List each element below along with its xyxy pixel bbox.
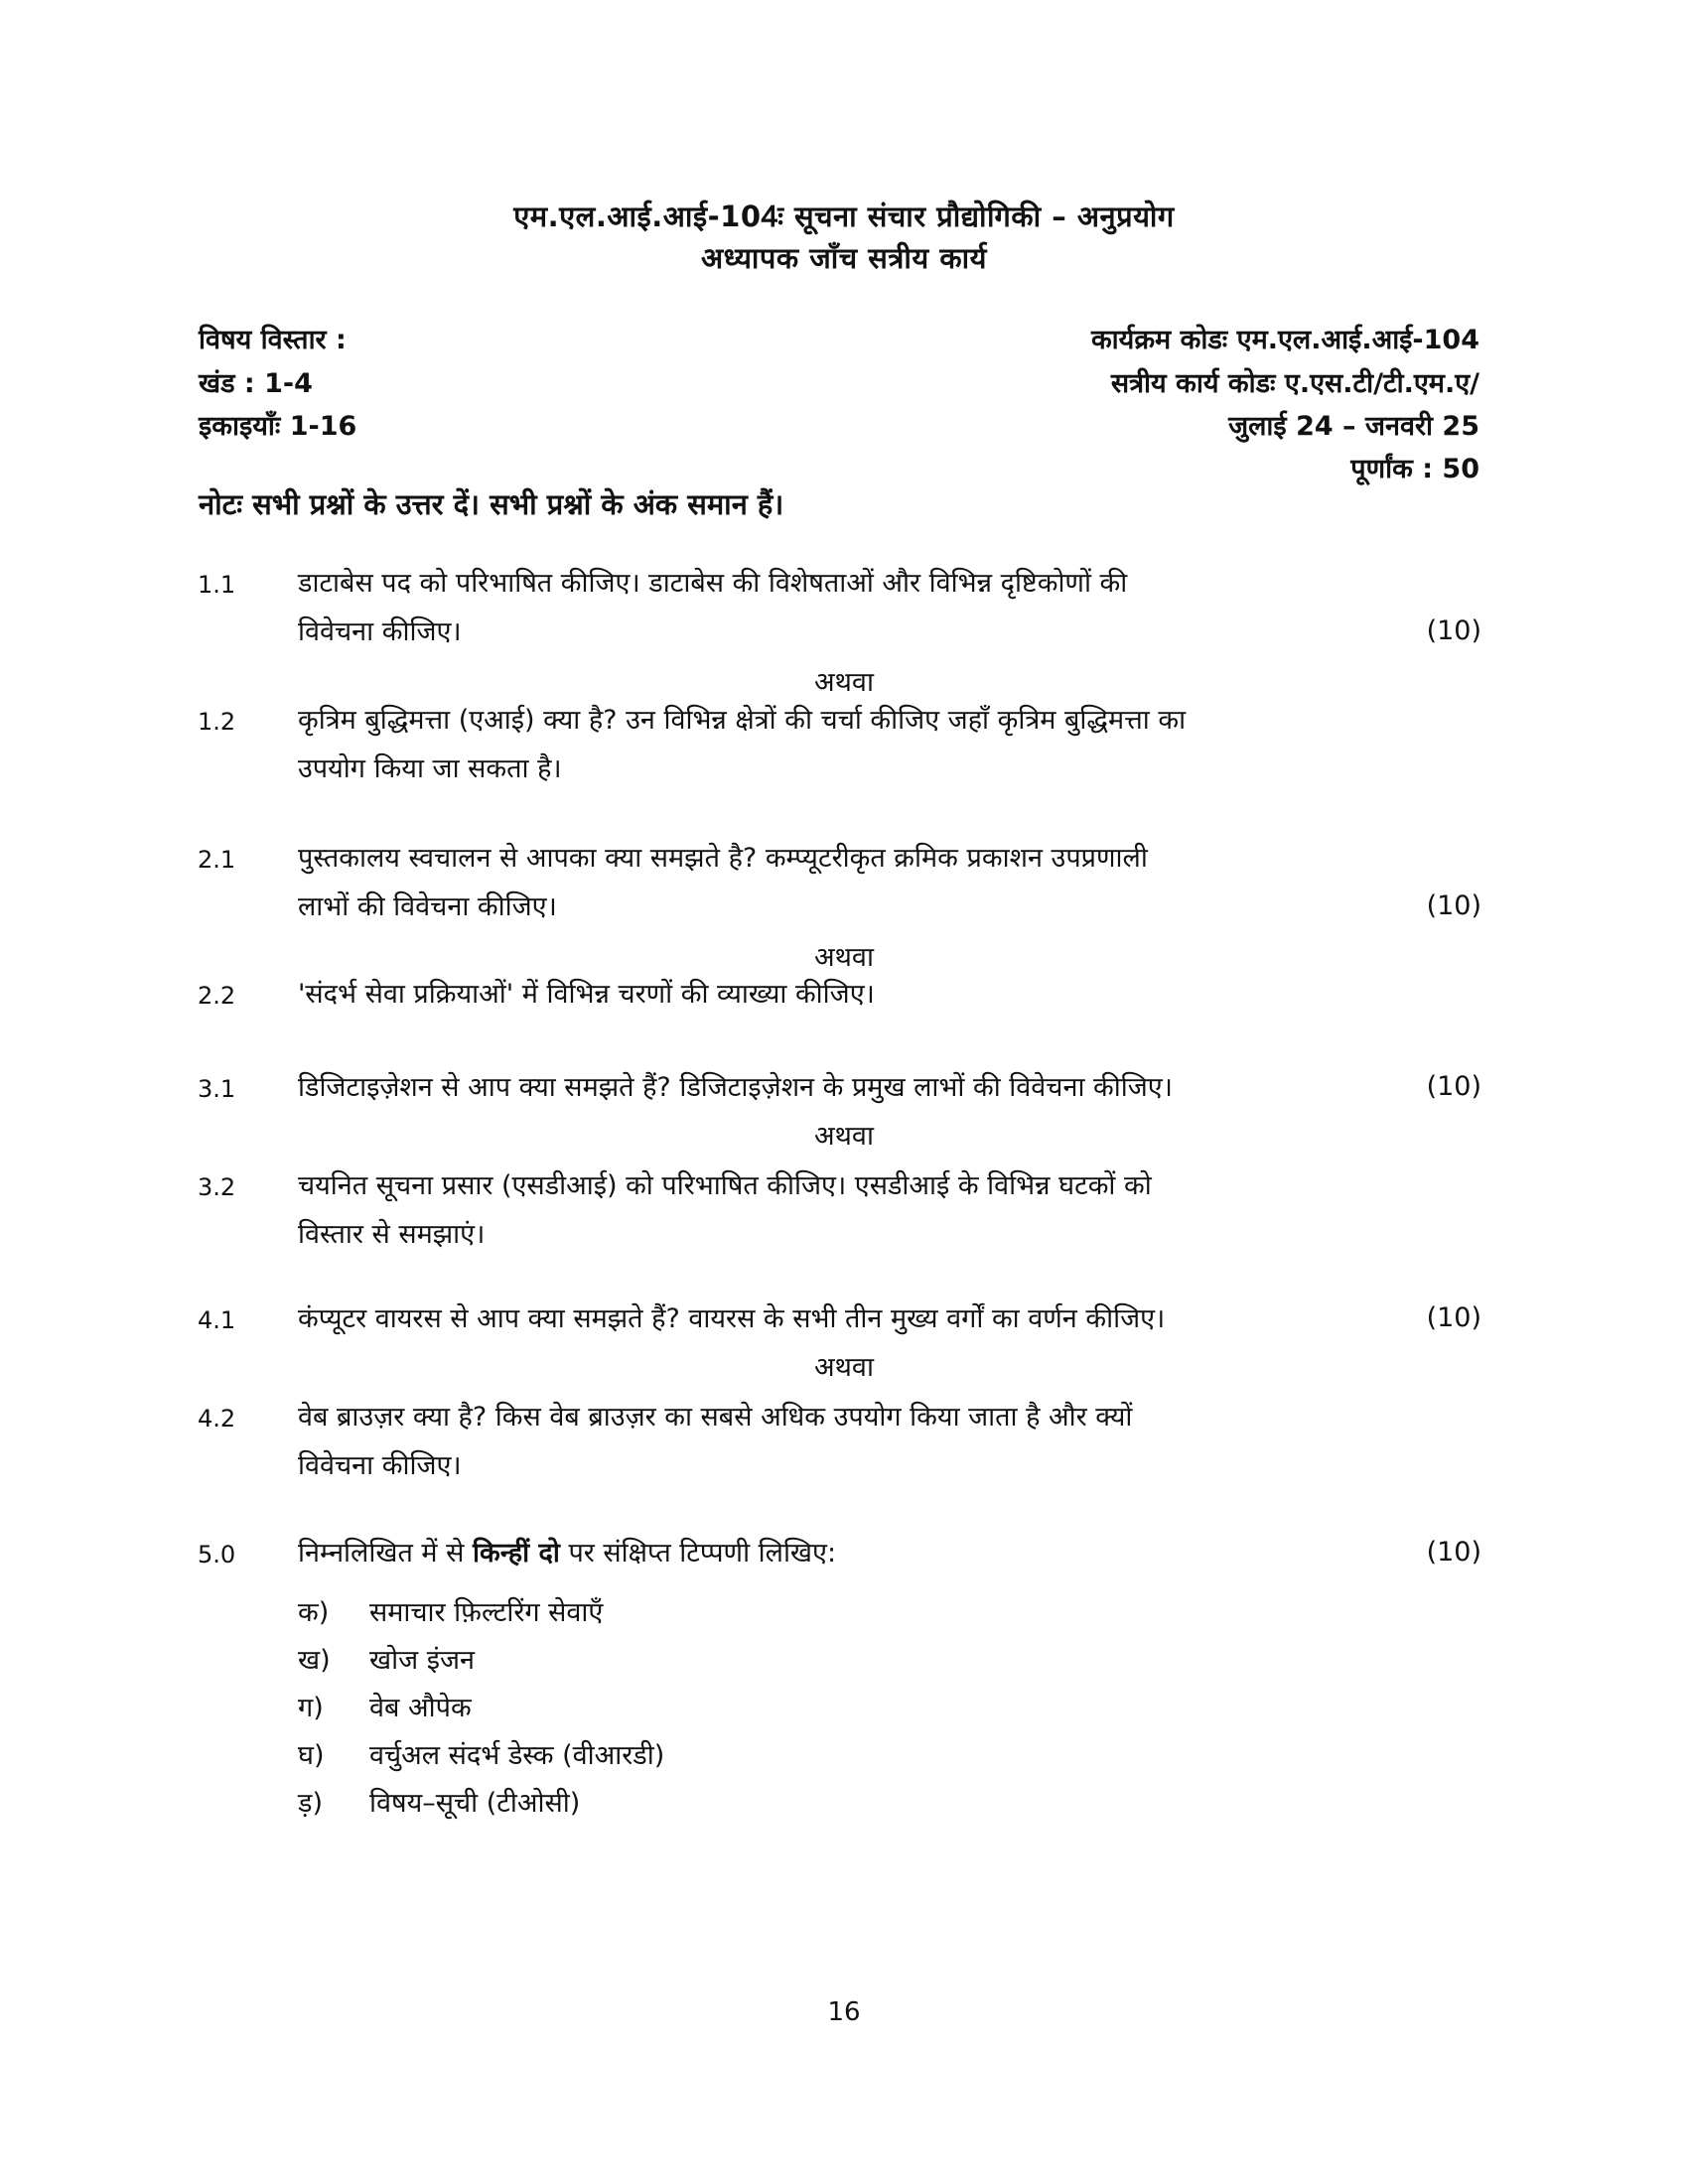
question-line: विस्तार से समझाएं। [298, 1219, 486, 1250]
question-text [298, 1529, 1479, 1577]
question-number: 4.1 [198, 1306, 236, 1334]
question-number: 2.1 [198, 846, 236, 874]
question-text [298, 1295, 1479, 1343]
question-line: डिजिटाइज़ेशन से आप क्या समझते हैं? डिजिटाइज़ेशन के प्रमुख लाभों की विवेचना कीजिए। [298, 1072, 1173, 1103]
question-text [298, 1161, 1436, 1259]
question-marks: (10) [1426, 890, 1481, 921]
question-marks: (10) [1426, 1302, 1481, 1333]
question-line: लाभों की विवेचना कीजिए। [298, 891, 557, 922]
question-text-pre: निम्नलिखित में से [298, 1538, 473, 1569]
option-text: वर्चुअल संदर्भ डेस्क (वीआरडी) [369, 1740, 665, 1771]
question-line: 'संदर्भ सेवा प्रक्रियाओं' में विभिन्न चरणों की व्याख्या कीजिए। [298, 979, 875, 1010]
question-text [298, 1393, 1436, 1490]
option-text: समाचार फ़िल्टरिंग सेवाएँ [369, 1597, 604, 1628]
instructions-note: नोटः सभी प्रश्नों के उत्तर दें। सभी प्रश्नों के अंक समान हैं। [199, 487, 784, 521]
or-separator: अथवा [814, 1121, 874, 1152]
session-period: जुलाई 24 – जनवरी 25 [1228, 411, 1479, 442]
document-title: एम.एल.आई.आई-104ः सूचना संचार प्रौद्योगिकी – अनुप्रयोग [513, 200, 1175, 233]
question-text [298, 970, 1479, 1019]
question-line: चयनित सूचना प्रसार (एसडीआई) को परिभाषित कीजिए। एसडीआई के विभिन्न घटकों को [298, 1170, 1152, 1201]
question-text [298, 834, 1436, 931]
question-line: वेब ब्राउज़र क्या है? किस वेब ब्राउज़र का सबसे अधिक उपयोग किया जाता है और क्यों [298, 1402, 1133, 1433]
subject-label: विषय विस्तार : [199, 325, 347, 355]
question-line: कंप्यूटर वायरस से आप क्या समझते हैं? वायरस के सभी तीन मुख्य वर्गों का वर्णन कीजिए। [298, 1303, 1166, 1334]
question-text-emphasis: किन्हीं दो [472, 1538, 560, 1569]
question-number: 3.1 [198, 1075, 236, 1103]
question-line: विवेचना कीजिए। [298, 1450, 462, 1481]
question-line: डाटाबेस पद को परिभाषित कीजिए। डाटाबेस की विशेषताओं और विभिन्न दृष्टिकोणों की [298, 568, 1128, 599]
or-separator: अथवा [814, 942, 874, 973]
or-separator: अथवा [814, 667, 874, 698]
option-label: ग) [298, 1693, 324, 1723]
question-marks: (10) [1426, 615, 1481, 646]
option-text: विषय–सूची (टीओसी) [369, 1788, 581, 1819]
block-label: खंड : 1-4 [199, 368, 313, 399]
units-label: इकाइयाँः 1-16 [199, 411, 357, 442]
question-number: 1.2 [198, 708, 236, 736]
question-number: 3.2 [198, 1173, 236, 1201]
page-number: 16 [827, 1997, 861, 2027]
assignment-code: सत्रीय कार्य कोडः ए.एस.टी/टी.एम.ए/ [1110, 368, 1479, 399]
question-number: 1.1 [198, 571, 236, 599]
programme-code: कार्यक्रम कोडः एम.एल.आई.आई-104 [1090, 325, 1479, 355]
question-text [298, 696, 1436, 793]
question-text [298, 1063, 1479, 1112]
option-text: वेब औपेक [369, 1693, 472, 1723]
question-number: 4.2 [198, 1405, 236, 1433]
question-line: उपयोग किया जा सकता है। [298, 753, 562, 784]
question-line: कृत्रिम बुद्धिमत्ता (एआई) क्या है? उन विभिन्न क्षेत्रों की चर्चा कीजिए जहाँ कृत्रिम बुद्धिमत्ता का [298, 705, 1187, 736]
question-text [298, 559, 1436, 656]
question-marks: (10) [1426, 1537, 1481, 1568]
question-number: 2.2 [198, 982, 236, 1010]
option-label: क) [298, 1597, 330, 1628]
question-number: 5.0 [198, 1541, 236, 1569]
option-label: घ) [298, 1740, 325, 1771]
question-line: विवेचना कीजिए। [298, 616, 462, 647]
question-text-post: पर संक्षिप्त टिप्पणी लिखिए: [559, 1538, 837, 1569]
question-line: पुस्तकालय स्वचालन से आपका क्या समझते है? कम्प्यूटरीकृत क्रमिक प्रकाशन उपप्रणाली [298, 843, 1148, 874]
option-label: ख) [298, 1645, 331, 1676]
document-subtitle: अध्यापक जाँच सत्रीय कार्य [701, 241, 987, 275]
or-separator: अथवा [814, 1352, 874, 1383]
option-text: खोज इंजन [369, 1645, 475, 1676]
question-marks: (10) [1426, 1071, 1481, 1102]
option-label: ड़) [298, 1788, 323, 1819]
max-marks: पूर्णांक : 50 [1350, 454, 1479, 484]
